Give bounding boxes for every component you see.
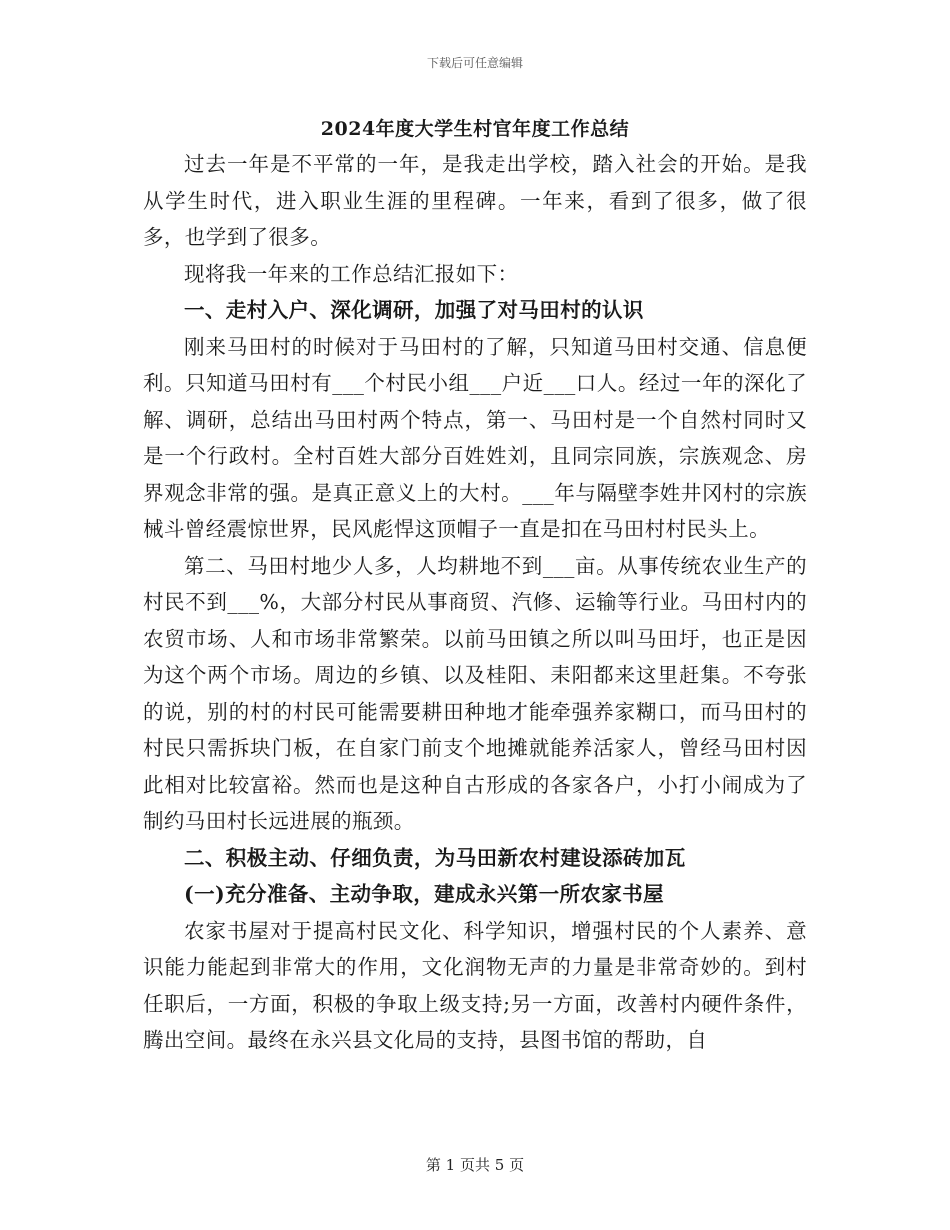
document-title: 2024年度大学生村官年度工作总结 [320,118,630,140]
paragraph-report-lead: 现将我一年来的工作总结汇报如下： [184,261,519,286]
paragraph-section-1-first: 刚来马田村的时候对于马田村的了解，只知道马田村交通、信息便利。只知道马田村有___个村民小组___户近___口人。经过一年的深化了解、调研，总结出马田村两个特点，第一、马田村是一个自然村同时又是一个行政村。全村百姓大部分百姓姓刘，且同宗同族，宗族观念、房界观念非常的强。是真正意义上的大村。___年与隔壁李姓井冈村的宗族械斗曾经震惊世界，民风彪悍这顶帽子一直是扣在马田村村民头上。 [143,334,807,541]
subsection-heading-2-1: (一)充分准备、主动争取，建成永兴第一所农家书屋 [184,882,664,906]
paragraph-subsection-2-1: 农家书屋对于提高村民文化、科学知识，增强村民的个人素养、意识能力能起到非常大的作用，文化润物无声的力量是非常奇妙的。到村任职后，一方面，积极的争取上级支持;另一方面，改善村内硬件条件，腾出空间。最终在永兴县文化局的支持，县图书馆的帮助，自 [143,918,807,1052]
paragraph-section-1-second: 第二、马田村地少人多，人均耕地不到___亩。从事传统农业生产的村民不到___%，大部分村民从事商贸、汽修、运输等行业。马田村内的农贸市场、人和市场非常繁荣。以前马田镇之所以叫马田圩，也正是因为这个两个市场。周边的乡镇、以及桂阳、耒阳都来这里赶集。不夸张的说，别的村的村民可能需要耕田种地才能牵强养家糊口，而马田村的村民只需拆块门板，在自家门前支个地摊就能养活家人，曾经马田村因此相对比较富裕。然而也是这种自古形成的各家各户，小打小闹成为了制约马田村长远进展的瓶颈。 [143,553,807,833]
paragraph-intro: 过去一年是不平常的一年，是我走出学校，踏入社会的开始。是我从学生时代，进入职业生涯的里程碑。一年来，看到了很多，做了很多，也学到了很多。 [143,152,807,249]
section-heading-1: 一、走村入户、深化调研，加强了对马田村的认识 [184,298,644,322]
section-heading-2: 二、积极主动、仔细负责，为马田新农村建设添砖加瓦 [184,845,686,870]
page-header-note: 下载后可任意编辑 [426,56,523,70]
document-body [143,112,807,1059]
page-number: 第 1 页共 5 页 [425,1156,525,1174]
